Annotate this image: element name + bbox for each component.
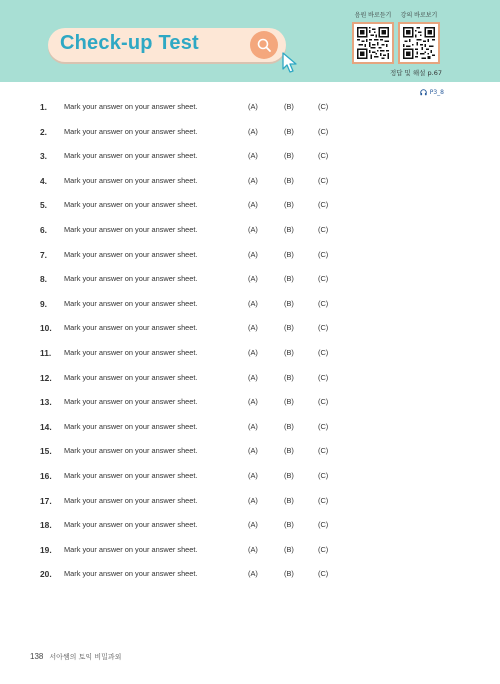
option-b: (B) bbox=[284, 421, 294, 431]
option-b: (B) bbox=[284, 446, 294, 456]
option-c: (C) bbox=[318, 151, 329, 161]
book-title: 서아쌤의 토익 비밀과외 bbox=[49, 653, 122, 661]
search-icon bbox=[256, 37, 272, 53]
qr-code-icon bbox=[357, 27, 389, 59]
qr-lecture bbox=[398, 10, 440, 64]
option-a: (A) bbox=[248, 544, 258, 554]
option-c: (C) bbox=[318, 225, 329, 234]
question-number: 14. bbox=[40, 421, 52, 432]
question-text: Mark your answer on your answer sheet. bbox=[64, 200, 198, 210]
question-text: Mark your answer on your answer sheet. bbox=[64, 126, 198, 136]
option-a: (A) bbox=[248, 372, 258, 382]
option-b: (B) bbox=[284, 249, 294, 259]
option-a: (A) bbox=[248, 225, 258, 234]
question-text: Mark your answer on your answer sheet. bbox=[64, 348, 198, 357]
option-c: (C) bbox=[318, 175, 329, 185]
option-b: (B) bbox=[284, 175, 294, 185]
question-text: Mark your answer on your answer sheet. bbox=[64, 225, 198, 234]
page-number: 138 bbox=[30, 652, 44, 661]
option-b: (B) bbox=[284, 151, 294, 161]
option-c: (C) bbox=[318, 397, 329, 407]
option-b: (B) bbox=[284, 102, 294, 111]
qr-audio bbox=[352, 10, 394, 64]
option-a: (A) bbox=[248, 102, 258, 111]
qr-code-icon bbox=[403, 27, 435, 59]
option-a: (A) bbox=[248, 421, 258, 431]
question-row bbox=[0, 200, 500, 214]
option-a: (A) bbox=[248, 446, 258, 456]
option-b: (B) bbox=[284, 520, 294, 530]
question-row bbox=[0, 299, 500, 313]
question-row bbox=[0, 151, 500, 165]
question-number: 19. bbox=[40, 544, 52, 555]
option-a: (A) bbox=[248, 175, 258, 185]
option-b: (B) bbox=[284, 495, 294, 505]
question-row bbox=[0, 323, 500, 337]
question-number: 1. bbox=[40, 102, 47, 112]
option-b: (B) bbox=[284, 397, 294, 407]
option-b: (B) bbox=[284, 544, 294, 554]
option-c: (C) bbox=[318, 200, 329, 210]
question-row bbox=[0, 274, 500, 288]
question-text: Mark your answer on your answer sheet. bbox=[64, 323, 198, 333]
option-c: (C) bbox=[318, 274, 329, 284]
question-row bbox=[0, 102, 500, 116]
option-b: (B) bbox=[284, 348, 294, 357]
question-row bbox=[0, 520, 500, 534]
question-number: 3. bbox=[40, 151, 47, 162]
question-number: 8. bbox=[40, 274, 47, 285]
question-text: Mark your answer on your answer sheet. bbox=[64, 397, 198, 407]
option-b: (B) bbox=[284, 298, 294, 308]
option-c: (C) bbox=[318, 520, 329, 530]
option-c: (C) bbox=[318, 126, 329, 136]
headphones-icon bbox=[420, 89, 427, 96]
cursor-icon bbox=[281, 52, 299, 74]
question-text: Mark your answer on your answer sheet. bbox=[64, 175, 198, 185]
option-c: (C) bbox=[318, 569, 329, 579]
title-search-bar bbox=[48, 28, 286, 62]
option-a: (A) bbox=[248, 151, 258, 161]
question-text: Mark your answer on your answer sheet. bbox=[64, 298, 198, 308]
question-text: Mark your answer on your answer sheet. bbox=[64, 471, 198, 480]
question-number: 9. bbox=[40, 298, 47, 309]
question-row bbox=[0, 225, 500, 239]
qr-code-audio bbox=[352, 22, 394, 64]
question-text: Mark your answer on your answer sheet. bbox=[64, 421, 198, 431]
page-footer bbox=[30, 652, 121, 662]
option-a: (A) bbox=[248, 495, 258, 505]
option-b: (B) bbox=[284, 200, 294, 210]
option-c: (C) bbox=[318, 323, 329, 333]
option-b: (B) bbox=[284, 569, 294, 579]
question-text: Mark your answer on your answer sheet. bbox=[64, 102, 198, 111]
question-row bbox=[0, 569, 500, 583]
question-text: Mark your answer on your answer sheet. bbox=[64, 249, 198, 259]
option-c: (C) bbox=[318, 298, 329, 308]
qr-lecture-label: 강의 바로보기 bbox=[400, 12, 438, 19]
qr-code-lecture bbox=[398, 22, 440, 64]
question-number: 7. bbox=[40, 249, 47, 260]
option-a: (A) bbox=[248, 298, 258, 308]
option-a: (A) bbox=[248, 200, 258, 210]
track-label: P3_8 bbox=[429, 89, 444, 96]
question-row bbox=[0, 471, 500, 485]
option-b: (B) bbox=[284, 126, 294, 136]
answer-reference: 정답 및 해설 p.67 bbox=[389, 69, 442, 77]
option-a: (A) bbox=[248, 126, 258, 136]
question-row bbox=[0, 446, 500, 460]
option-a: (A) bbox=[248, 348, 258, 357]
question-row bbox=[0, 250, 500, 264]
question-text: Mark your answer on your answer sheet. bbox=[64, 520, 198, 530]
question-row bbox=[0, 348, 500, 362]
qr-audio-label: 음원 바로듣기 bbox=[354, 12, 392, 19]
option-a: (A) bbox=[248, 520, 258, 530]
option-c: (C) bbox=[318, 421, 329, 431]
question-number: 4. bbox=[40, 175, 47, 186]
option-c: (C) bbox=[318, 249, 329, 259]
audio-track bbox=[420, 89, 444, 96]
question-number: 6. bbox=[40, 225, 47, 235]
question-text: Mark your answer on your answer sheet. bbox=[64, 274, 198, 284]
question-number: 15. bbox=[40, 446, 52, 457]
option-c: (C) bbox=[318, 348, 329, 357]
option-c: (C) bbox=[318, 544, 329, 554]
option-b: (B) bbox=[284, 323, 294, 333]
option-c: (C) bbox=[318, 372, 329, 382]
option-a: (A) bbox=[248, 274, 258, 284]
question-number: 20. bbox=[40, 569, 52, 580]
search-button bbox=[250, 31, 278, 59]
option-c: (C) bbox=[318, 471, 329, 480]
option-a: (A) bbox=[248, 471, 258, 480]
option-b: (B) bbox=[284, 372, 294, 382]
option-c: (C) bbox=[318, 446, 329, 456]
option-b: (B) bbox=[284, 274, 294, 284]
page-title: Check-up Test bbox=[60, 32, 199, 54]
option-b: (B) bbox=[284, 225, 294, 234]
question-row bbox=[0, 496, 500, 510]
question-number: 17. bbox=[40, 495, 52, 506]
option-a: (A) bbox=[248, 323, 258, 333]
option-a: (A) bbox=[248, 249, 258, 259]
question-row bbox=[0, 127, 500, 141]
question-row bbox=[0, 422, 500, 436]
question-row bbox=[0, 176, 500, 190]
question-row bbox=[0, 397, 500, 411]
question-number: 11. bbox=[40, 348, 52, 358]
question-row bbox=[0, 545, 500, 559]
question-number: 10. bbox=[40, 323, 52, 334]
option-a: (A) bbox=[248, 397, 258, 407]
option-a: (A) bbox=[248, 569, 258, 579]
question-text: Mark your answer on your answer sheet. bbox=[64, 372, 198, 382]
question-text: Mark your answer on your answer sheet. bbox=[64, 151, 198, 161]
question-number: 5. bbox=[40, 200, 47, 211]
question-text: Mark your answer on your answer sheet. bbox=[64, 569, 198, 579]
question-row bbox=[0, 373, 500, 387]
question-text: Mark your answer on your answer sheet. bbox=[64, 446, 198, 456]
question-number: 2. bbox=[40, 126, 47, 137]
option-c: (C) bbox=[318, 495, 329, 505]
question-number: 13. bbox=[40, 397, 52, 408]
question-number: 16. bbox=[40, 471, 52, 481]
option-b: (B) bbox=[284, 471, 294, 480]
question-text: Mark your answer on your answer sheet. bbox=[64, 544, 198, 554]
option-c: (C) bbox=[318, 102, 329, 111]
question-number: 12. bbox=[40, 372, 52, 383]
question-number: 18. bbox=[40, 520, 52, 531]
question-text: Mark your answer on your answer sheet. bbox=[64, 495, 198, 505]
